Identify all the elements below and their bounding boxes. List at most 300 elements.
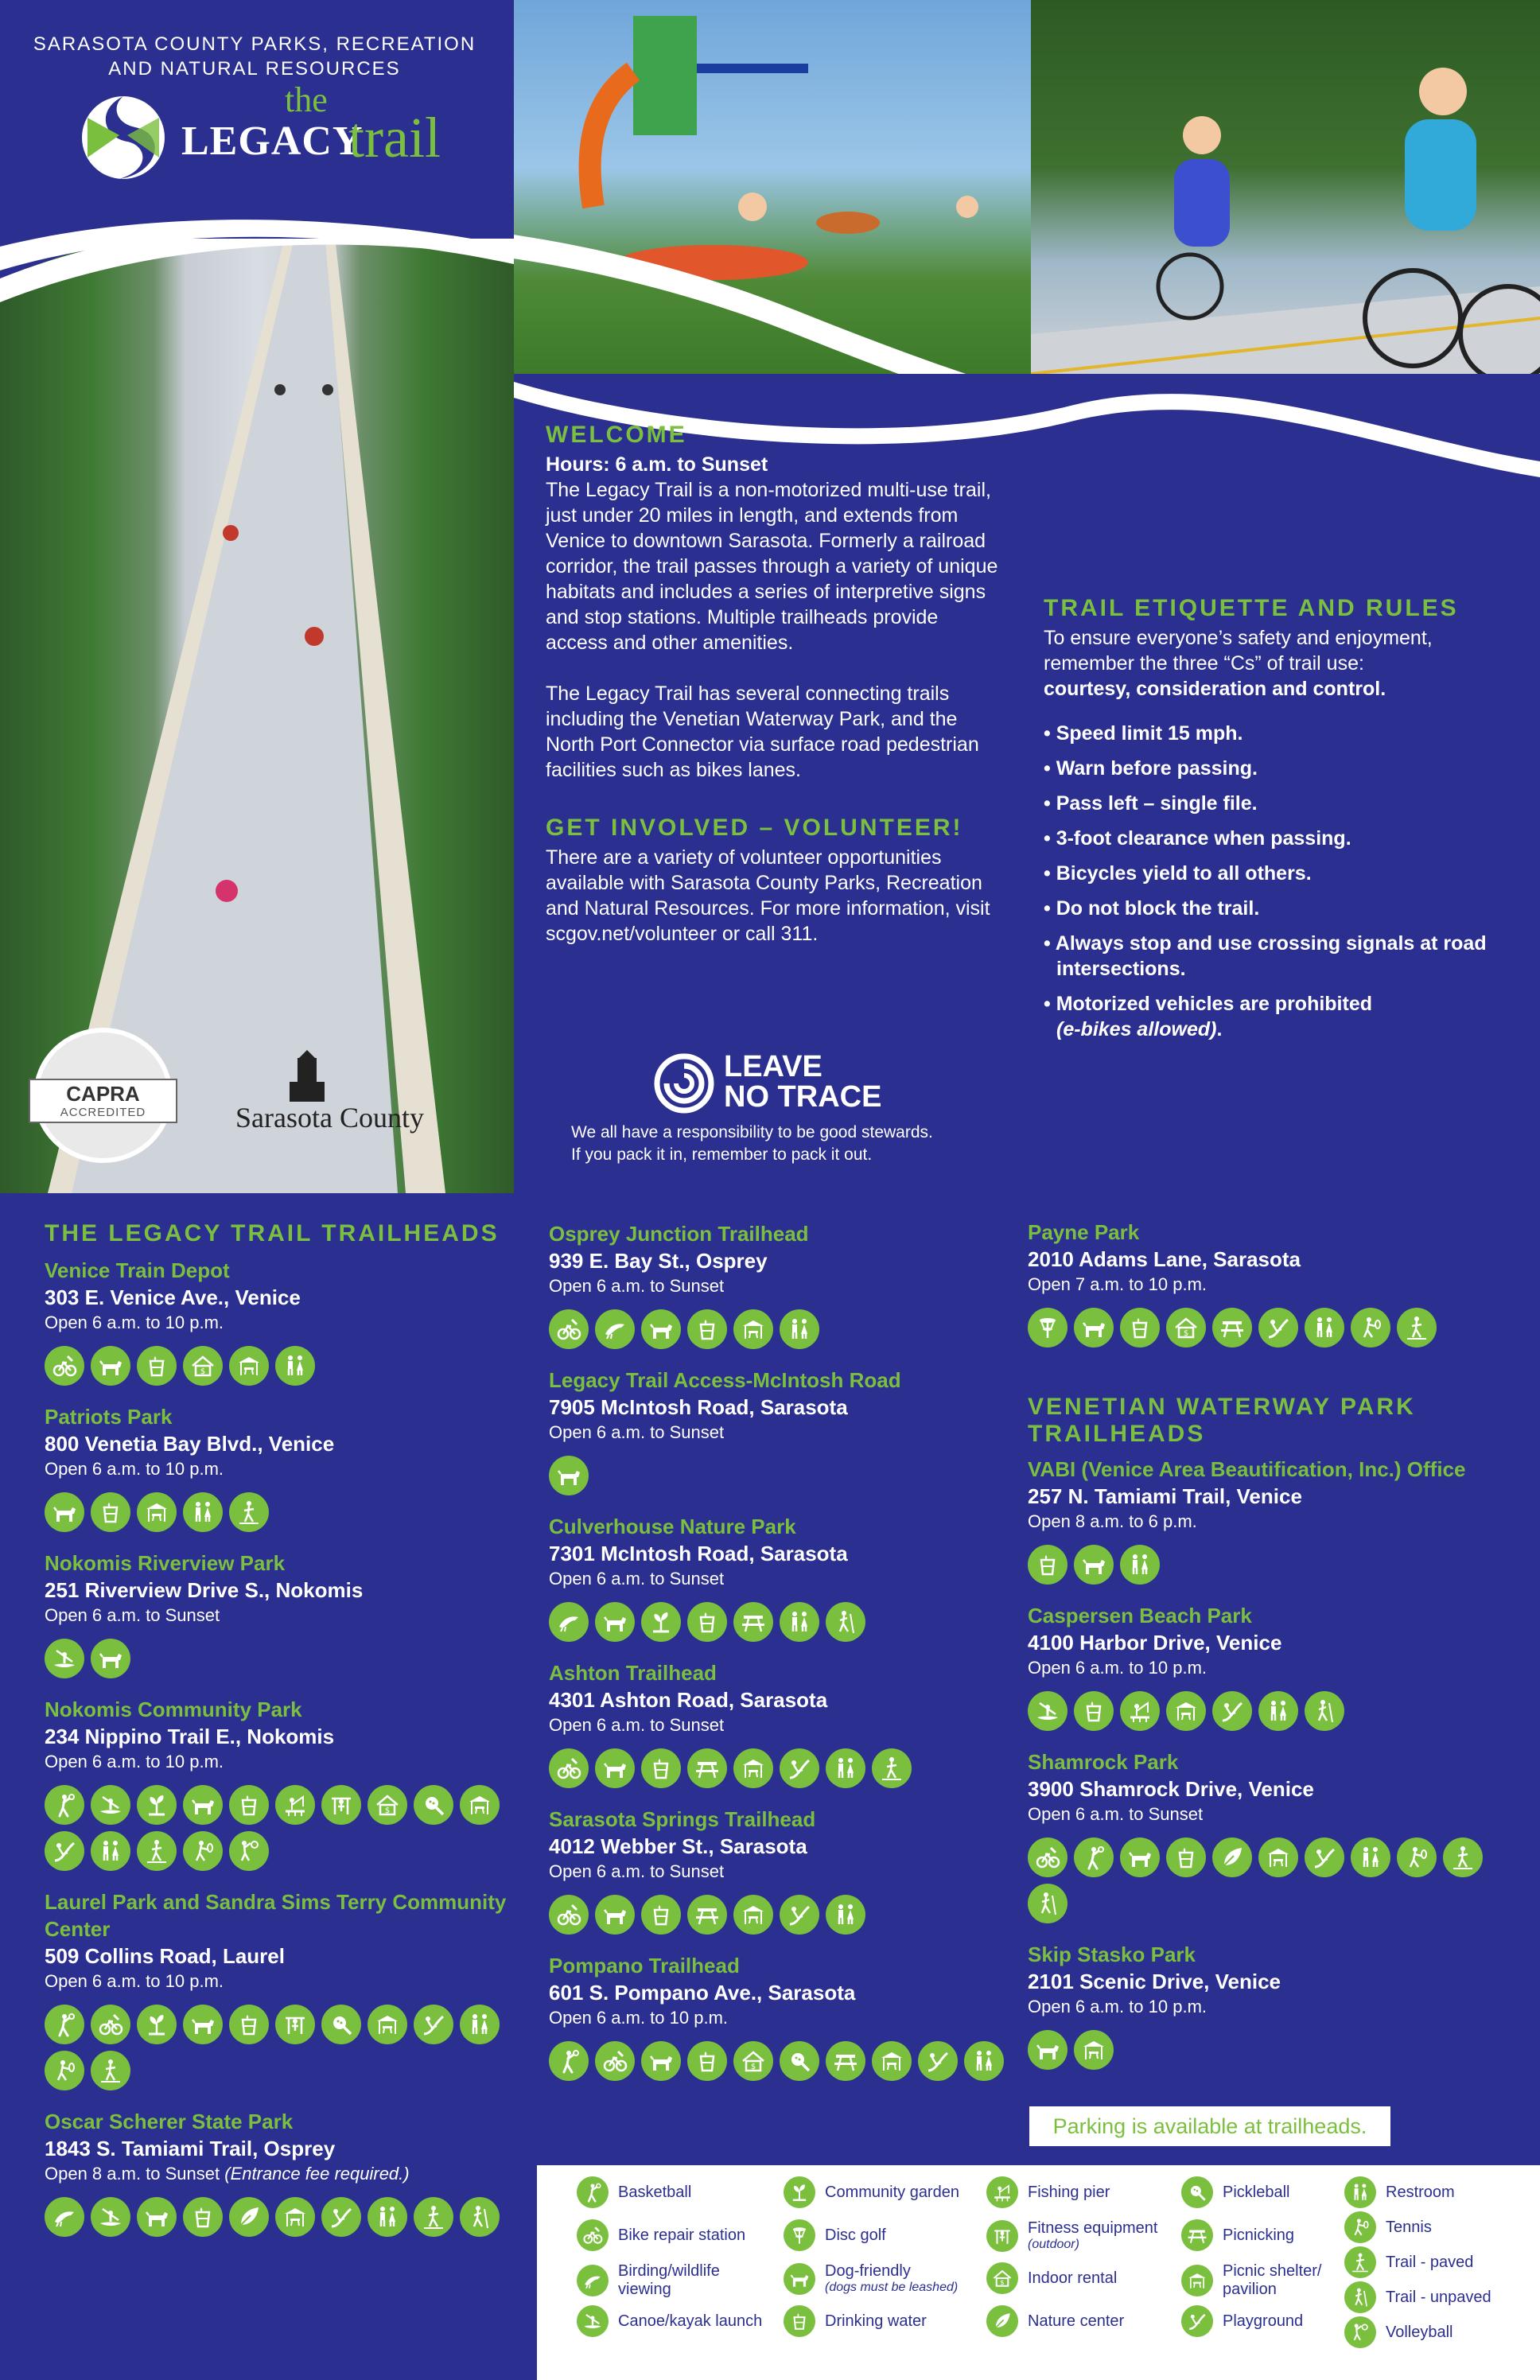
- trailhead: [45, 1550, 522, 1678]
- rule-note-text: (e-bikes allowed): [1056, 1018, 1217, 1040]
- trailhead-name: VABI (Venice Area Beautification, Inc.) Office: [1028, 1457, 1466, 1481]
- amenity-icons: [549, 1309, 1026, 1349]
- dog-icon: [641, 2041, 681, 2081]
- trail-unpaved-icon: [1305, 1691, 1344, 1731]
- hours-text: Open 6 a.m. to Sunset: [549, 1276, 725, 1296]
- hours-text: Open 6 a.m. to 10 p.m.: [45, 1312, 224, 1332]
- rule-item: • 3-foot clearance when passing.: [1044, 827, 1351, 850]
- org-line2: AND NATURAL RESOURCES: [108, 58, 401, 80]
- svg-text:$: $: [384, 1806, 391, 1815]
- fishing-icon: [986, 2176, 1018, 2208]
- trail-paved-icon: [414, 2197, 453, 2237]
- restroom-icon: [826, 1748, 865, 1788]
- trailhead: [549, 1220, 1026, 1349]
- garden-icon: [784, 2176, 815, 2208]
- dog-icon: [183, 1785, 223, 1825]
- welcome-title: WELCOME: [546, 422, 687, 448]
- dog-icon: [1028, 2030, 1068, 2070]
- shelter-icon: [1166, 1691, 1206, 1731]
- trailheads-column-2: [549, 1220, 1026, 2098]
- trailhead-address: 4100 Harbor Drive, Venice: [1028, 1631, 1282, 1655]
- trailhead-name: Venice Train Depot: [45, 1258, 230, 1282]
- parking-note: [1029, 2106, 1390, 2146]
- trailhead-hours: [1028, 1656, 1505, 1680]
- dog-icon: [549, 1456, 589, 1495]
- playground-icon: [1305, 1838, 1344, 1877]
- amenity-icons: [549, 2041, 1026, 2081]
- amenity-icons: [549, 1748, 1026, 1788]
- restroom-icon: [826, 1895, 865, 1935]
- bird-icon: [595, 1309, 635, 1349]
- amenity-icons: [1028, 2030, 1505, 2070]
- legend-label: Community garden: [825, 2183, 959, 2201]
- playground-icon: [1212, 1691, 1252, 1731]
- trailhead-name: Shamrock Park: [1028, 1750, 1179, 1774]
- legend-label: Tennis: [1386, 2218, 1432, 2236]
- legend-label: Picnic shelter/ pavilion: [1223, 2262, 1322, 2298]
- restroom-icon: [275, 1346, 315, 1386]
- trailhead-hours: [45, 1311, 522, 1335]
- trailhead-hours: [45, 1750, 522, 1774]
- dog-icon: [183, 2005, 223, 2044]
- legend-item: [784, 2305, 978, 2337]
- trailhead-address: 7905 McIntosh Road, Sarasota: [549, 1395, 848, 1419]
- shelter-icon: [1181, 2265, 1213, 2296]
- hours-text: Open 6 a.m. to Sunset: [549, 1715, 725, 1735]
- garden-icon: [137, 1785, 177, 1825]
- rule-item: • Pass left – single file.: [1044, 792, 1258, 815]
- water-icon: [137, 1346, 177, 1386]
- legend-label: Picnicking: [1223, 2226, 1295, 2244]
- kayak-icon: [91, 2197, 130, 2237]
- basketball-icon: [577, 2176, 609, 2208]
- legend-label: Volleyball: [1386, 2323, 1453, 2341]
- amenity-icons: [1028, 1545, 1505, 1585]
- trailhead: [1028, 1602, 1505, 1731]
- shelter-icon: [460, 1785, 500, 1825]
- pickleball-icon: [414, 1785, 453, 1825]
- pickleball-icon: [1181, 2176, 1213, 2208]
- trailhead-name: Nokomis Riverview Park: [45, 1551, 286, 1575]
- trailhead-address: 4301 Ashton Road, Sarasota: [549, 1688, 828, 1712]
- dog-icon: [595, 1602, 635, 1642]
- fitness-icon: [986, 2220, 1018, 2252]
- trail-paved-icon: [1443, 1838, 1483, 1877]
- hours-text: Open 6 a.m. to 10 p.m.: [1028, 1997, 1208, 2016]
- bike-repair-icon: [1028, 1838, 1068, 1877]
- bike-repair-icon: [45, 1346, 84, 1386]
- water-icon: [229, 1785, 269, 1825]
- hours-text: Open 6 a.m. to Sunset: [549, 1422, 725, 1442]
- tennis-icon: [45, 2051, 84, 2090]
- lnt-text1: We all have a responsibility to be good stewards.: [571, 1123, 933, 1141]
- trailhead-hours: [1028, 1273, 1505, 1297]
- legend-item: [577, 2176, 772, 2208]
- legend-item: [577, 2262, 772, 2299]
- trailhead-hours: [45, 1457, 522, 1481]
- legend-label: Pickleball: [1223, 2183, 1290, 2201]
- dog-icon: [1120, 1838, 1160, 1877]
- legend-label: Dog-friendly: [825, 2262, 911, 2280]
- trailhead-hours: [549, 1860, 1026, 1884]
- logo: [72, 80, 453, 191]
- rules-list: [1044, 721, 1505, 1017]
- capra-badge: [33, 1028, 173, 1163]
- shelter-icon: [733, 1748, 773, 1788]
- playground-icon: [780, 1748, 819, 1788]
- courthouse-icon: [283, 1050, 331, 1106]
- dog-icon: [45, 1492, 84, 1532]
- trailhead-hours: [549, 1274, 1026, 1298]
- hours-text: Open 6 a.m. to 10 p.m.: [1028, 1658, 1208, 1678]
- rule-note-end: .: [1216, 1018, 1223, 1040]
- trail-paved-icon: [229, 1492, 269, 1532]
- fishing-icon: [275, 1785, 315, 1825]
- trail-paved-icon: [137, 1831, 177, 1871]
- volleyball-icon: [1344, 2316, 1376, 2348]
- hours-text: Open 6 a.m. to 10 p.m.: [45, 1752, 224, 1771]
- amenity-icons: [45, 1346, 522, 1386]
- restroom-icon: [1344, 2176, 1376, 2208]
- logo-mark-icon: [72, 86, 175, 189]
- amenity-icons: [1028, 1838, 1505, 1923]
- playground-icon: [780, 1895, 819, 1935]
- dog-icon: [1074, 1308, 1114, 1348]
- dog-icon: [91, 1639, 130, 1678]
- legend-item: [1344, 2281, 1527, 2313]
- legend-note: (outdoor): [1028, 2238, 1079, 2251]
- svg-text:$: $: [200, 1367, 206, 1376]
- water-icon: [183, 2197, 223, 2237]
- legend-label: Fitness equipment: [1028, 2219, 1158, 2237]
- rule-item: • Motorized vehicles are prohibited: [1044, 993, 1373, 1015]
- restroom-icon: [460, 2005, 500, 2044]
- indoor-icon: [986, 2262, 1018, 2294]
- discgolf-icon: [784, 2219, 815, 2251]
- trailhead-name: Laurel Park and Sandra Sims Terry Community Center: [45, 1890, 507, 1941]
- bike-repair-icon: [91, 2005, 130, 2044]
- etiquette-section: [1044, 595, 1505, 1052]
- restroom-icon: [1351, 1838, 1390, 1877]
- restroom-icon: [368, 2197, 407, 2237]
- trailhead: [1028, 1748, 1505, 1923]
- welcome-paragraph-2: The Legacy Trail has several connecting trails including the Venetian Waterway Park, and the North Port Connector via surface road pedestrian facilities such as bikes lanes.: [546, 682, 979, 781]
- logo-trail: trail: [348, 106, 441, 169]
- restroom-icon: [1258, 1691, 1298, 1731]
- hours-text: Open 6 a.m. to Sunset: [549, 1569, 725, 1589]
- etiquette-intro: To ensure everyone’s safety and enjoyment, remember the three “Cs” of trail use:: [1044, 627, 1433, 675]
- legend-item: [986, 2305, 1181, 2337]
- trailhead: [549, 1952, 1026, 2081]
- rule-item: • Bicycles yield to all others.: [1044, 862, 1312, 885]
- nature-icon: [1212, 1838, 1252, 1877]
- legend-label: Basketball: [618, 2183, 692, 2201]
- trailhead-hours: [1028, 1510, 1505, 1534]
- kayak-icon: [91, 1785, 130, 1825]
- trailhead-address: 939 E. Bay St., Osprey: [549, 1249, 768, 1273]
- restroom-icon: [1120, 1545, 1160, 1585]
- water-icon: [1166, 1838, 1206, 1877]
- legend-item: [784, 2176, 978, 2208]
- hours-note: (Entrance fee required.): [224, 2164, 410, 2184]
- trailhead-name: Pompano Trailhead: [549, 1954, 740, 1978]
- picnic-icon: [687, 1748, 727, 1788]
- legend-item: [1344, 2176, 1527, 2208]
- legend-item: [1344, 2211, 1527, 2243]
- trailhead-hours: [549, 1421, 1026, 1445]
- trail-unpaved-icon: [1344, 2281, 1376, 2313]
- trailhead: [1028, 1219, 1505, 1348]
- legend-note: (dogs must be leashed): [825, 2281, 959, 2294]
- garden-icon: [641, 1602, 681, 1642]
- playground-icon: [321, 2197, 361, 2237]
- amenity-icons: [45, 2005, 522, 2090]
- legend-item: [577, 2219, 772, 2251]
- trailheads-title: THE LEGACY TRAIL TRAILHEADS: [45, 1220, 500, 1246]
- trailhead-address: 303 E. Venice Ave., Venice: [45, 1285, 301, 1309]
- lnt-line1: LEAVE: [724, 1050, 822, 1083]
- trailhead: [45, 1257, 522, 1386]
- trailheads-column-3b: [1028, 1456, 1505, 2087]
- lnt-line2: NO TRACE: [724, 1080, 882, 1114]
- dog-icon: [784, 2263, 815, 2295]
- water-icon: [641, 1895, 681, 1935]
- amenity-icons: [549, 1895, 1026, 1935]
- svg-text:$: $: [750, 2063, 756, 2071]
- legend-label: Nature center: [1028, 2312, 1125, 2330]
- trail-unpaved-icon: [826, 1602, 865, 1642]
- dog-icon: [641, 1309, 681, 1349]
- rule-item: • Do not block the trail.: [1044, 897, 1260, 920]
- dog-icon: [137, 2197, 177, 2237]
- trailhead-hours: [549, 1713, 1026, 1737]
- hours-text: Open 8 a.m. to Sunset: [45, 2164, 220, 2184]
- picnic-icon: [1181, 2219, 1213, 2251]
- lnt-text2: If you pack it in, remember to pack it out.: [571, 1145, 873, 1164]
- county-name: Sarasota County: [235, 1102, 424, 1134]
- hours-text: Open 6 a.m. to Sunset: [549, 1861, 725, 1881]
- legend-item: [784, 2262, 978, 2295]
- bike-repair-icon: [577, 2219, 609, 2251]
- restroom-icon: [964, 2041, 1004, 2081]
- legend-label: Trail - paved: [1386, 2253, 1474, 2271]
- kayak-icon: [1028, 1691, 1068, 1731]
- shelter-icon: [368, 2005, 407, 2044]
- trailhead-address: 234 Nippino Trail E., Nokomis: [45, 1725, 335, 1748]
- dog-icon: [1074, 1545, 1114, 1585]
- picnic-icon: [826, 2041, 865, 2081]
- fishing-icon: [1120, 1691, 1160, 1731]
- indoor-icon: [1166, 1308, 1206, 1348]
- venetian-title: VENETIAN WATERWAY PARK TRAILHEADS: [1028, 1394, 1416, 1447]
- trailhead-address: 2010 Adams Lane, Sarasota: [1028, 1247, 1301, 1271]
- amenity-icons: [549, 1602, 1026, 1642]
- basketball-icon: [45, 2005, 84, 2044]
- trailheads-column-1: [45, 1257, 522, 2254]
- basketball-icon: [45, 1785, 84, 1825]
- capra-accredited: ACCREDITED: [60, 1106, 146, 1119]
- pickleball-icon: [321, 2005, 361, 2044]
- water-icon: [1074, 1691, 1114, 1731]
- trailhead-hours: [1028, 1995, 1505, 2019]
- sarasota-county-logo: [235, 1050, 490, 1145]
- amenity-icons: [45, 1492, 522, 1532]
- org-name: [24, 32, 485, 81]
- legend-item: [986, 2219, 1181, 2252]
- trailhead-name: Culverhouse Nature Park: [549, 1515, 796, 1538]
- legend-label: Restroom: [1386, 2183, 1455, 2201]
- bike-repair-icon: [595, 2041, 635, 2081]
- icon-legend: [537, 2165, 1540, 2380]
- trail-paved-icon: [1397, 1308, 1437, 1348]
- trailheads-column-3a: [1028, 1219, 1505, 1365]
- restroom-icon: [91, 1831, 130, 1871]
- trailhead-address: 800 Venetia Bay Blvd., Venice: [45, 1432, 335, 1456]
- legend-label: Bike repair station: [618, 2226, 746, 2244]
- amenity-icons: [45, 1785, 522, 1871]
- amenity-icons: [45, 2197, 522, 2237]
- playground-icon: [1258, 1308, 1298, 1348]
- trailhead-name: Caspersen Beach Park: [1028, 1604, 1252, 1628]
- playground-icon: [1181, 2305, 1213, 2337]
- hours-text: Open 6 a.m. to 10 p.m.: [549, 2008, 729, 2028]
- header-wave-left: [0, 207, 514, 302]
- trailhead: [45, 1696, 522, 1871]
- trailhead-address: 509 Collins Road, Laurel: [45, 1944, 285, 1968]
- fitness-icon: [321, 1785, 361, 1825]
- amenity-icons: [549, 1456, 1026, 1495]
- trailhead-name: Payne Park: [1028, 1220, 1140, 1244]
- shelter-icon: [1258, 1838, 1298, 1877]
- basketball-icon: [1074, 1838, 1114, 1877]
- trailhead-address: 601 S. Pompano Ave., Sarasota: [549, 1981, 856, 2005]
- trailhead-address: 251 Riverview Drive S., Nokomis: [45, 1578, 364, 1602]
- bike-repair-icon: [549, 1309, 589, 1349]
- water-icon: [687, 1602, 727, 1642]
- water-icon: [641, 1748, 681, 1788]
- trailhead-hours: [45, 1604, 522, 1628]
- hours-text: Open 6 a.m. to 10 p.m.: [45, 1971, 224, 1991]
- trailhead: [45, 2108, 522, 2237]
- trailhead-hours: [549, 2006, 1026, 2030]
- amenity-icons: [1028, 1308, 1505, 1348]
- trailhead-hours: [45, 1970, 522, 1993]
- indoor-icon: [368, 1785, 407, 1825]
- trailhead-hours: [45, 2162, 522, 2186]
- trailhead-name: Patriots Park: [45, 1405, 173, 1429]
- legend-label: Playground: [1223, 2312, 1304, 2330]
- shelter-icon: [275, 2197, 315, 2237]
- welcome-hours: Hours: 6 a.m. to Sunset: [546, 453, 768, 476]
- volunteer-text: There are a variety of volunteer opportunities available with Sarasota County Parks, Recreation and Natural Resources. For more information, visit scgov.net/volunteer or call 311.: [546, 846, 990, 945]
- playground-icon: [45, 1831, 84, 1871]
- fitness-icon: [275, 2005, 315, 2044]
- tennis-icon: [183, 1831, 223, 1871]
- restroom-icon: [183, 1492, 223, 1532]
- trailhead-address: 3900 Shamrock Drive, Venice: [1028, 1777, 1314, 1801]
- trailhead: [1028, 1456, 1505, 1585]
- playground-icon: [414, 2005, 453, 2044]
- trailhead-address: 4012 Webber St., Sarasota: [549, 1834, 807, 1858]
- dog-icon: [91, 1346, 130, 1386]
- trailhead-name: Oscar Scherer State Park: [45, 2110, 294, 2133]
- welcome-section: [546, 422, 999, 947]
- hours-text: Open 6 a.m. to 10 p.m.: [45, 1459, 224, 1479]
- trailhead: [549, 1367, 1026, 1495]
- trail-paved-icon: [1344, 2246, 1376, 2278]
- trailhead-address: 257 N. Tamiami Trail, Venice: [1028, 1484, 1302, 1508]
- water-icon: [91, 1492, 130, 1532]
- trail-paved-icon: [872, 1748, 912, 1788]
- shelter-icon: [733, 1895, 773, 1935]
- indoor-icon: [183, 1346, 223, 1386]
- legend-label: Fishing pier: [1028, 2183, 1110, 2201]
- trailhead: [549, 1659, 1026, 1788]
- water-icon: [687, 2041, 727, 2081]
- pickleball-icon: [780, 2041, 819, 2081]
- water-icon: [687, 1309, 727, 1349]
- legend-label: Canoe/kayak launch: [618, 2312, 763, 2330]
- water-icon: [1120, 1308, 1160, 1348]
- trail-unpaved-icon: [460, 2197, 500, 2237]
- trailhead-name: Legacy Trail Access-McIntosh Road: [549, 1368, 901, 1392]
- volleyball-icon: [229, 1831, 269, 1871]
- nature-icon: [986, 2305, 1018, 2337]
- legend-item: [784, 2219, 978, 2251]
- capra-text: CAPRA: [66, 1082, 140, 1106]
- bird-icon: [549, 1602, 589, 1642]
- trailhead: [1028, 1941, 1505, 2070]
- legend-item: [986, 2176, 1181, 2208]
- trailhead-name: Ashton Trailhead: [549, 1661, 717, 1685]
- trailhead-name: Osprey Junction Trailhead: [549, 1222, 809, 1246]
- rule-item: • Warn before passing.: [1044, 757, 1258, 780]
- trailhead-address: 2101 Scenic Drive, Venice: [1028, 1970, 1281, 1993]
- trailhead-name: Sarasota Springs Trailhead: [549, 1807, 816, 1831]
- discgolf-icon: [1028, 1308, 1068, 1348]
- tennis-icon: [1344, 2211, 1376, 2243]
- logo-the: the: [285, 80, 328, 119]
- shelter-icon: [1074, 2030, 1114, 2070]
- basketball-icon: [549, 2041, 589, 2081]
- dog-icon: [595, 1748, 635, 1788]
- restroom-icon: [780, 1309, 819, 1349]
- trailhead: [45, 1888, 522, 2090]
- parking-text: Parking is available at trailheads.: [1052, 2114, 1367, 2138]
- shelter-icon: [229, 1346, 269, 1386]
- indoor-icon: [733, 2041, 773, 2081]
- rule-note: [1044, 1017, 1505, 1042]
- logo-legacy: LEGACY: [181, 119, 364, 164]
- trailhead: [549, 1513, 1026, 1642]
- legend-item: [1344, 2316, 1527, 2348]
- water-icon: [784, 2305, 815, 2337]
- hours-text: Open 8 a.m. to 6 p.m.: [1028, 1511, 1197, 1531]
- legend-item: [1344, 2246, 1527, 2278]
- legend-label: Trail - unpaved: [1386, 2288, 1491, 2306]
- legend-item: [577, 2305, 772, 2337]
- tennis-icon: [1397, 1838, 1437, 1877]
- bike-repair-icon: [549, 1748, 589, 1788]
- nature-icon: [229, 2197, 269, 2237]
- etiquette-title: TRAIL ETIQUETTE AND RULES: [1044, 595, 1459, 621]
- garden-icon: [137, 2005, 177, 2044]
- hours-text: Open 6 a.m. to Sunset: [45, 1605, 220, 1625]
- picnic-icon: [687, 1895, 727, 1935]
- hours-text: Open 6 a.m. to Sunset: [1028, 1804, 1204, 1824]
- leave-no-trace-icon: [654, 1053, 714, 1114]
- water-icon: [1028, 1545, 1068, 1585]
